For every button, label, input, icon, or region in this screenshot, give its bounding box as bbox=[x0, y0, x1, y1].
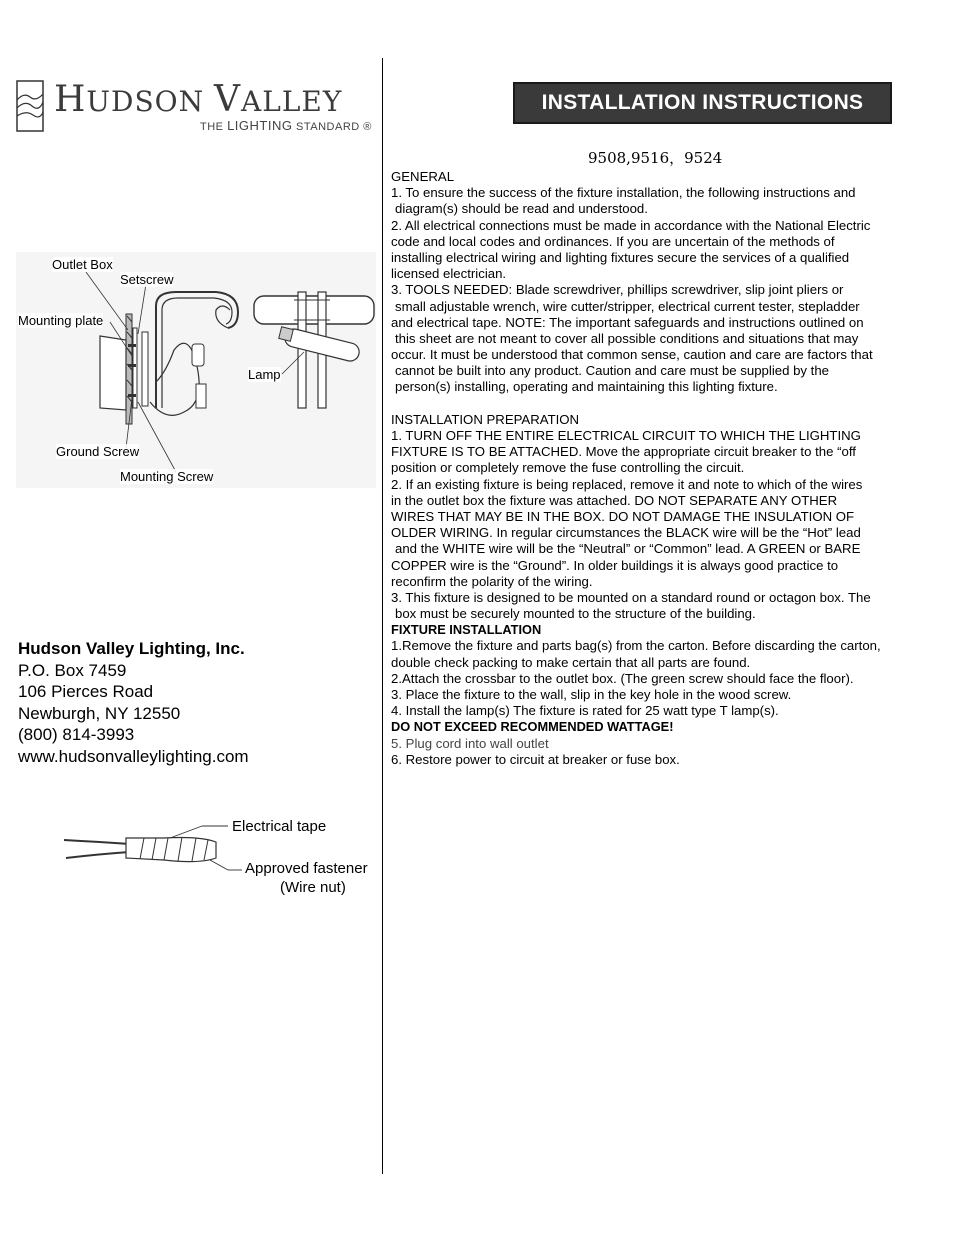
mountain-logo-icon bbox=[16, 80, 44, 132]
text-line: diagram(s) should be read and understood. bbox=[395, 201, 648, 217]
text-line: 3. Place the fixture to the wall, slip in the key hole in the wood screw. bbox=[391, 687, 792, 702]
text-line: licensed electrician. bbox=[391, 266, 507, 282]
text-line: box must be securely mounted to the structure of the building. bbox=[395, 606, 756, 622]
electrical-tape-label: Electrical tape bbox=[232, 818, 327, 835]
installation-instructions-banner: INSTALLATION INSTRUCTIONS bbox=[513, 82, 892, 124]
text-line: WIRES THAT MAY BE IN THE BOX. DO NOT DAMAGE THE INSULATION OF bbox=[391, 508, 855, 524]
logo-name: HUDSON VALLEY bbox=[54, 79, 343, 120]
text-line: 3. This fixture is designed to be mounted on a standard round or octagon box. The bbox=[391, 589, 871, 605]
text-line: 2. All electrical connections must be made in accordance with the National Electric bbox=[391, 217, 871, 233]
hudson-valley-logo bbox=[16, 78, 372, 138]
section-heading: INSTALLATION PREPARATION bbox=[391, 411, 580, 427]
lamp-label: Lamp bbox=[248, 367, 281, 382]
street-address: 106 Pierces Road bbox=[18, 682, 154, 701]
mounting-plate-label: Mounting plate bbox=[18, 313, 104, 328]
text-line: and the WHITE wire will be the “Neutral” or “Common” lead. A GREEN or BARE bbox=[395, 541, 861, 557]
fixture-diagram bbox=[16, 252, 376, 492]
text-line: installing electrical wiring and lighting fixtures secure the services of a qualified bbox=[391, 249, 850, 265]
text-line: 1.Remove the fixture and parts bag(s) from the carton. Before discarding the carton, bbox=[391, 638, 881, 654]
mounting-screw-label: Mounting Screw bbox=[120, 469, 214, 484]
company-name: Hudson Valley Lighting, Inc. bbox=[18, 639, 245, 658]
text-line: reconfirm the polarity of the wiring. bbox=[391, 573, 593, 589]
text-line: occur. It must be understood that common sense, caution and care are factors that bbox=[391, 347, 873, 363]
text-line: cannot be built into any product. Caution and care must be supplied by the bbox=[395, 363, 830, 379]
column-divider bbox=[382, 58, 383, 1174]
phone-number: (800) 814-3993 bbox=[18, 725, 135, 744]
text-line: double check packing to make certain that all parts are found. bbox=[391, 654, 751, 670]
wire-nut-label: (Wire nut) bbox=[280, 879, 346, 896]
section-heading: FIXTURE INSTALLATION bbox=[391, 622, 542, 638]
po-box: P.O. Box 7459 bbox=[18, 660, 127, 680]
text-line: person(s) installing, operating and maintaining this lighting fixture. bbox=[395, 379, 778, 395]
outlet-box-label: Outlet Box bbox=[52, 257, 113, 272]
instructions-text bbox=[391, 169, 931, 768]
wire-connection-diagram bbox=[60, 808, 380, 908]
setscrew-label: Setscrew bbox=[120, 272, 174, 287]
text-line: 1. To ensure the success of the fixture installation, the following instructions and bbox=[391, 185, 856, 201]
section-heading: GENERAL bbox=[391, 169, 455, 184]
text-line: this sheet are not meant to cover all possible conditions and situations that may bbox=[395, 330, 859, 346]
wattage-warning: DO NOT EXCEED RECOMMENDED WATTAGE! bbox=[391, 719, 674, 735]
text-line: COPPER wire is the “Ground”. In older buildings it is always good practice to bbox=[391, 557, 839, 573]
text-line: 2. If an existing fixture is being replaced, remove it and note to which of the wires bbox=[391, 476, 863, 492]
text-line: 1. TURN OFF THE ENTIRE ELECTRICAL CIRCUIT TO WHICH THE LIGHTING bbox=[391, 428, 861, 443]
text-line: 3. TOOLS NEEDED: Blade screwdriver, phillips screwdriver, slip joint pliers or bbox=[391, 282, 844, 298]
text-line: FIXTURE IS TO BE ATTACHED. Move the appropriate circuit breaker to the “off bbox=[391, 444, 856, 460]
text-line: 5. Plug cord into wall outlet bbox=[391, 735, 549, 751]
text-line: 2.Attach the crossbar to the outlet box. (The green screw should face the floor). bbox=[391, 670, 854, 686]
text-line: in the outlet box the fixture was attached. DO NOT SEPARATE ANY OTHER bbox=[391, 492, 838, 508]
text-line: code and local codes and ordinances. If you are uncertain of the methods of bbox=[391, 233, 835, 249]
text-line: 4. Install the lamp(s) The fixture is rated for 25 watt type T lamp(s). bbox=[391, 703, 779, 719]
approved-fastener-label: Approved fastener bbox=[245, 860, 368, 877]
model-numbers: 9508,9516，9524 bbox=[588, 149, 723, 167]
text-line: and electrical tape. NOTE: The important safeguards and instructions outlined on bbox=[391, 314, 864, 330]
text-line: OLDER WIRING. In regular circumstances the BLACK wire will be the “Hot” lead bbox=[391, 525, 861, 541]
text-line: 6. Restore power to circuit at breaker or fuse box. bbox=[391, 751, 680, 767]
website: www.hudsonvalleylighting.com bbox=[18, 746, 249, 766]
text-line: small adjustable wrench, wire cutter/stripper, electrical current tester, stepladder bbox=[395, 298, 860, 314]
city-state-zip: Newburgh, NY 12550 bbox=[18, 703, 181, 723]
text-line: position or completely remove the fuse controlling the circuit. bbox=[391, 460, 745, 476]
company-address bbox=[18, 638, 249, 767]
ground-screw-label: Ground Screw bbox=[56, 444, 140, 459]
logo-tagline: THE LIGHTING STANDARD ® bbox=[200, 118, 372, 133]
